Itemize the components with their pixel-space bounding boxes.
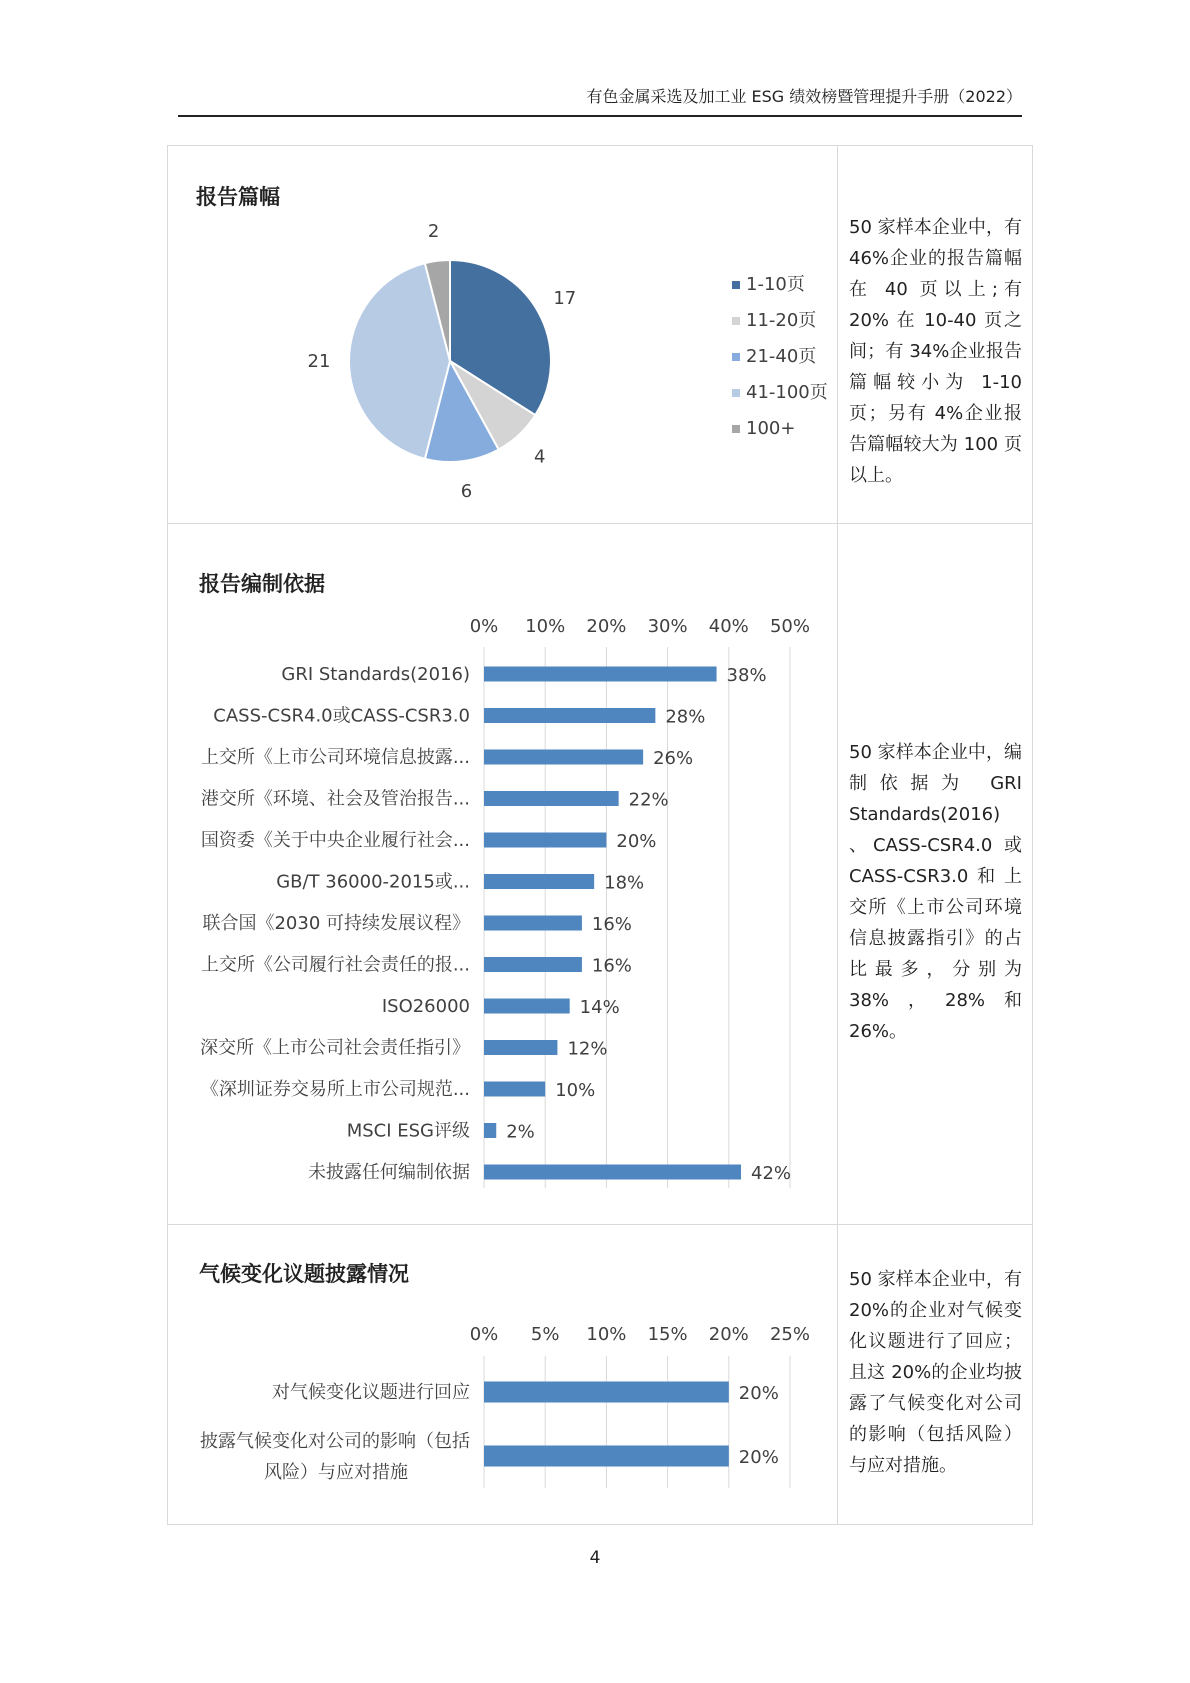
document-header: 有色金属采选及加工业 ESG 绩效榜暨管理提升手册（2022）: [586, 87, 1022, 106]
x-tick-label: 20%: [708, 1324, 749, 1345]
x-tick-label: 10%: [586, 1324, 627, 1345]
bar-value-label: 38%: [726, 665, 767, 686]
legend-label-3: 21-40页: [746, 346, 817, 367]
category-label-line: 披露气候变化对公司的影响（包括: [200, 1431, 470, 1452]
category-label: 上交所《上市公司环境信息披露...: [200, 747, 470, 768]
category-label: [200, 1431, 470, 1483]
category-label: 深交所《上市公司社会责任指引》: [200, 1037, 470, 1059]
bar-value-label: 26%: [653, 748, 694, 769]
bar-value-label: 2%: [506, 1121, 535, 1143]
basis-section-title: 报告编制依据: [199, 572, 325, 596]
category-label: 国资委《关于中央企业履行社会...: [200, 830, 470, 851]
bar-value-label: 20%: [738, 1383, 779, 1404]
pie-value-label: 6: [460, 480, 473, 502]
bar-value-label: 18%: [604, 872, 645, 894]
pie-value-label: 17: [553, 287, 577, 309]
x-tick-label: 0%: [469, 1324, 499, 1345]
climate-section-title: 气候变化议题披露情况: [199, 1262, 409, 1286]
bar-value-label: 22%: [628, 789, 669, 811]
category-label: MSCI ESG评级: [346, 1120, 470, 1142]
legend-label-2: 11-20页: [746, 310, 817, 331]
category-label: 港交所《环境、社会及管治报告...: [200, 788, 470, 810]
category-label: GB/T 36000-2015或...: [276, 871, 470, 893]
pages-description: 50 家样本企业中，有46%企业的报告篇幅在 40 页以上;有 20% 在 10-40 页之间；有 34%企业报告篇幅较小为 1-10 页；另有 4%企业报告篇幅较大为 100 页以上。: [849, 217, 1022, 486]
category-label-line: 风险）与应对措施: [264, 1462, 408, 1483]
climate-description: 50 家样本企业中，有 20%的企业对气候变化议题进行了回应；且这 20%的企业均披露了气候变化对公司的影响（包括风险）与应对措施。: [849, 1269, 1022, 1476]
bar-2: [484, 1446, 729, 1467]
x-tick-label: 10%: [525, 616, 566, 637]
pie-value-label: 2: [427, 221, 440, 243]
pie-value-label: 21: [307, 351, 331, 372]
x-tick-label: 0%: [469, 616, 499, 637]
bar-value-label: 10%: [555, 1080, 596, 1101]
category-label: 上交所《公司履行社会责任的报...: [200, 954, 470, 976]
bar-value-label: 16%: [591, 955, 632, 977]
category-label: 对气候变化议题进行回应: [272, 1382, 470, 1403]
x-tick-label: 40%: [708, 616, 749, 637]
x-tick-label: 50%: [769, 616, 811, 637]
x-tick-label: 30%: [647, 616, 688, 637]
x-tick-label: 20%: [586, 616, 627, 637]
x-tick-label: 15%: [647, 1324, 688, 1345]
bar-value-label: 16%: [591, 914, 632, 935]
bar-1: [484, 1382, 729, 1403]
category-label: 未披露任何编制依据: [308, 1162, 470, 1183]
basis-description: 50 家样本企业中，编制依据为 GRI Standards(2016) 、CASS-CSR4.0 或 CASS-CSR3.0和上交所《上市公司环境信息披露指引》的占比最多，分别为 38%，28%和 26%。: [849, 742, 1022, 1042]
bar-value-label: 14%: [579, 997, 620, 1018]
bar-value-label: 28%: [665, 706, 706, 728]
bar-value-label: 42%: [751, 1163, 792, 1184]
category-label: ISO26000: [381, 996, 470, 1017]
x-tick-label: 25%: [769, 1324, 811, 1345]
legend-label-4: 41-100页: [746, 382, 828, 403]
bar-value-label: 20%: [738, 1447, 779, 1468]
bar-value-label: 12%: [567, 1038, 608, 1060]
pages-section-title: 报告篇幅: [196, 185, 280, 209]
x-tick-label: 5%: [530, 1324, 560, 1345]
legend-label-5: 100+: [746, 418, 796, 439]
pie-value-label: 4: [533, 446, 546, 468]
category-label: 《深圳证券交易所上市公司规范...: [200, 1079, 470, 1100]
category-label: GRI Standards(2016): [281, 664, 470, 685]
category-label: CASS-CSR4.0或CASS-CSR3.0: [213, 705, 470, 727]
category-label: 联合国《2030 可持续发展议程》: [202, 913, 470, 934]
bar-value-label: 20%: [616, 831, 657, 852]
page-number: 4: [589, 1548, 601, 1568]
legend-label-1: 1-10页: [746, 274, 805, 295]
